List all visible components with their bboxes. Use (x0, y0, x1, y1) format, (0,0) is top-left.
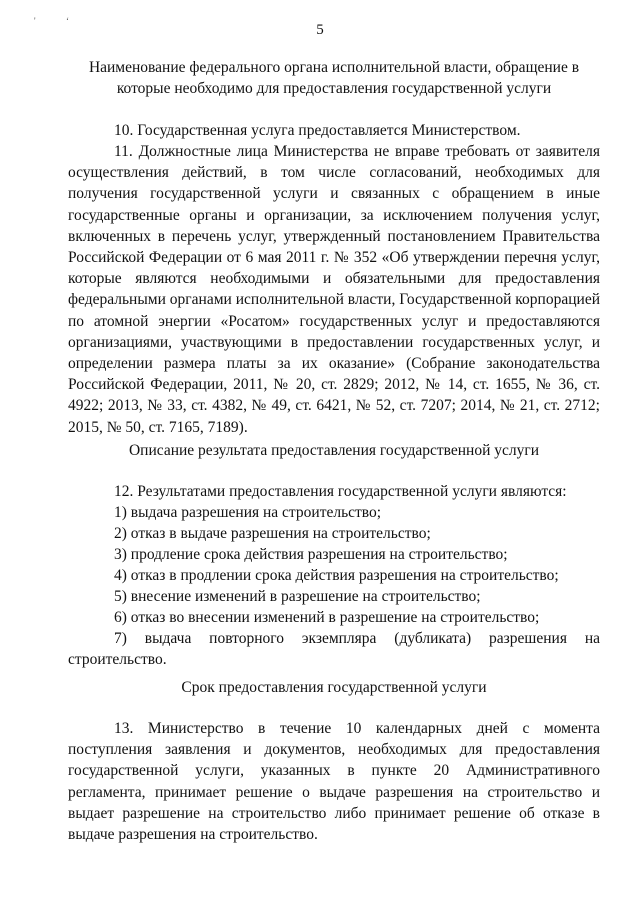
scan-mark: ʻ (66, 16, 69, 26)
section-heading-result: Описание результата предоставления государственной услуги (128, 442, 540, 459)
section-heading-term: Срок предоставления государственной услуги (181, 679, 487, 696)
paragraph-13: 13. Министерство в течение 10 календарных дней с момента поступления заявления и документов, необходимых для предоставления государственной услуги, указанных в пункте 20 Административного регламента, принимает решение о выдаче разрешения на строительство и выдает разрешение на строительство либо принимает решение об отказе в выдаче разрешения на строительство. (68, 720, 600, 844)
scan-mark: ' (34, 16, 36, 26)
list-item: 4) отказ в продлении срока действия разрешения на строительство; (114, 567, 559, 584)
list-item: 5) внесение изменений в разрешение на строительство; (114, 588, 481, 605)
paragraph-10: 10. Государственная услуга предоставляется Министерством. (114, 122, 521, 139)
list-item: 6) отказ во внесении изменений в разрешение на строительство; (114, 609, 540, 626)
list-item: 7) выдача повторного экземпляра (дубликата) разрешения на строительство. (68, 630, 600, 669)
list-item: 3) продление срока действия разрешения на строительство; (114, 546, 508, 563)
section-heading-authority: Наименование федерального органа исполнительной власти, обращение в которые необходимо для предоставления государственной услуги (88, 59, 580, 97)
page-number: 5 (316, 22, 324, 38)
list-item: 1) выдача разрешения на строительство; (114, 504, 382, 521)
paragraph-12: 12. Результатами предоставления государственной услуги являются: (114, 483, 567, 500)
paragraph-11: 11. Должностные лица Министерства не вправе требовать от заявителя осуществления действий, в том числе согласований, необходимых для получения государственной услуги и связанных с обращением в иные государственные органы и организации, за исключением получения услуг, включенных в перечень услуг, утвержденный постановлением Правительства Российской Федерации от 6 мая 2011 г. № 352 «Об утверждении перечня услуг, которые являются необходимыми и обязательными для предоставления федеральными органами исполнительной власти, Государственной корпорацией по атомной энергии «Росатом» государственных услуг и предоставляются организациями, участвующими в предоставлении государственных услуг, и определении размера платы за их оказание» (Собрание законодательства Российской Федерации, 2011, № 20, ст. 2829; 2012, № 14, ст. 1655, № 36, ст. 4922; 2013, № 33, ст. 4382, № 49, ст. 6421, № 52, ст. 7207; 2014, № 21, ст. 2712; 2015, № 50, ст. 7165, 7189). (68, 143, 600, 436)
list-item: 2) отказ в выдаче разрешения на строительство; (114, 525, 431, 542)
